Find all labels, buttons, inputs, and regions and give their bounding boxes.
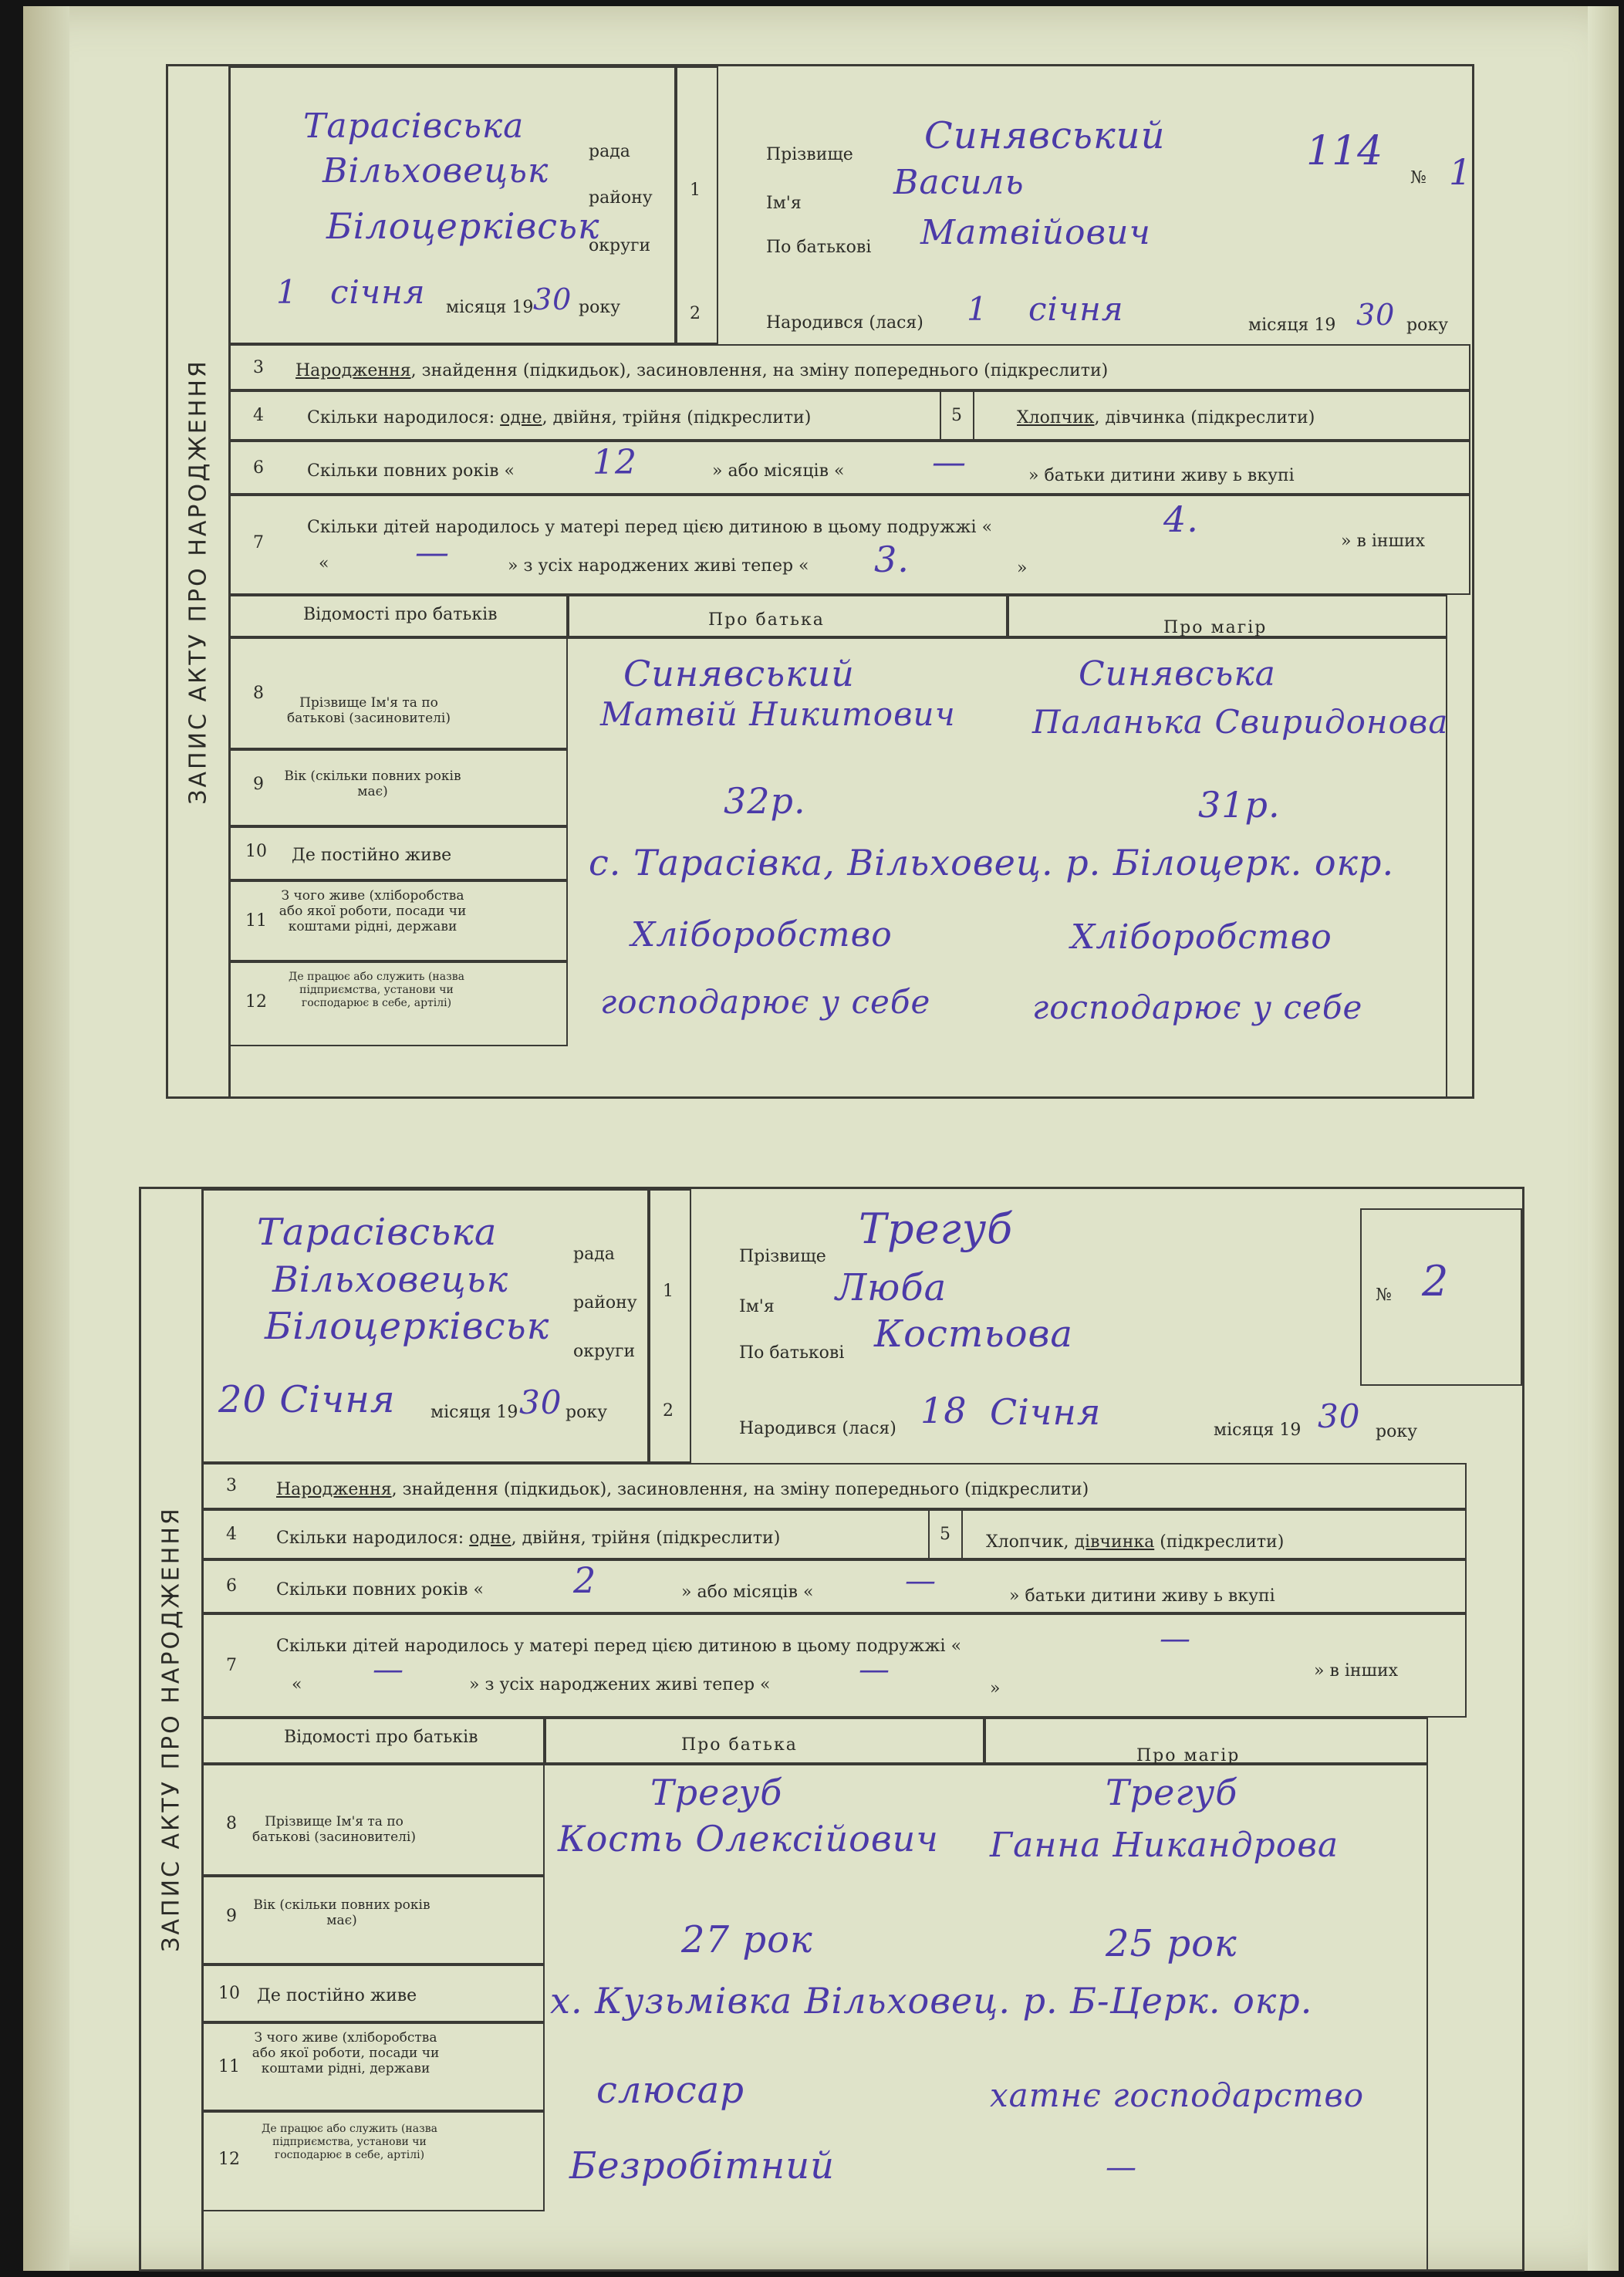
residence: х. Кузьмівка Вільховец. р. Б-Церк. окр. bbox=[550, 1980, 1313, 2022]
years-together: 12 bbox=[593, 443, 637, 482]
side-title: ЗАПИС АКТУ ПРО НАРОДЖЕННЯ bbox=[141, 1189, 204, 2269]
birth-month: Січня bbox=[990, 1391, 1102, 1433]
children-other: — bbox=[415, 533, 450, 573]
birth-year-label: місяця 19 bbox=[1214, 1421, 1302, 1440]
children-before: — bbox=[1160, 1621, 1191, 1657]
birth-record-2: ЗАПИС АКТУ ПРО НАРОДЖЕННЯ Тарасівська рада Вільховецьк району Білоцерківськ округи 20 Січня місяця 19 30 року 1 2 Прізвище Трегуб Ім'я Люба По батькові Костьова № 2 Народився (лася) 18 Січня місяця 19 30 року 3 Народження, знайдення (підкидьок), засиновлення, на зміну попереднього (підкреслити) 4 Скільки народилося: одне, двійня, трійня (підкреслити) 5 Хлопчик, дівчинка (підкреслити) 6 Скільки повних років « 2 » або місяців « — » батьки дитини живу ь вкупі 7 Скільки дітей народилось у матері перед цією дитиною в цьому подружжі « — » в інших « — » з усіх народжених живі тепер « — » Відомості про батьків Про батька Про магір 8 Прізвище Ім'я та по батькові (засиновителі) Трегуб Кость Олексійович Трегуб Ганна Никандрова 9 Вік (скільки повних років має) 27 рок 25 рок 10 Де постійно живе х. Кузьмівка Вільховец. р. Б-Церк. окр. 11 З чого живе (хліборобства або якої роботи, посади чи коштами рідні, держави слюсар хатнє господарство 12 Де працює або служить (назва підприємства, установи чи господарює в себе, артілі) Безробітний — bbox=[139, 1187, 1524, 2272]
mother-age: 25 рок bbox=[1106, 1922, 1237, 1965]
reg-day: 1 bbox=[276, 273, 298, 311]
number-col bbox=[676, 66, 718, 344]
mother-occupation: Хліборобство bbox=[1071, 917, 1332, 957]
r10-label: Де постійно живе bbox=[292, 846, 452, 865]
rayon-label: району bbox=[573, 1293, 637, 1312]
r11-label: З чого живе (хліборобства або якої роботи, посади чи коштами рідні, держави bbox=[252, 2030, 440, 2076]
mother-surname: Синявська bbox=[1079, 654, 1276, 694]
child-name: Василь bbox=[893, 163, 1025, 202]
father-surname: Синявський bbox=[623, 653, 855, 694]
r9-label: Вік (скільки повних років має) bbox=[253, 1897, 430, 1928]
father-surname: Трегуб bbox=[650, 1772, 783, 1813]
mother-age: 31р. bbox=[1198, 784, 1281, 826]
mother-surname: Трегуб bbox=[1106, 1772, 1238, 1813]
father-header: Про батька bbox=[708, 610, 825, 630]
roku-label: року bbox=[566, 1403, 608, 1422]
row3-label: Народження bbox=[295, 361, 411, 380]
birth-day: 18 bbox=[920, 1390, 967, 1431]
act-number: 2 bbox=[1422, 1257, 1450, 1306]
child-patronymic: Костьова bbox=[874, 1312, 1074, 1356]
rayon-value: Вільховецьк bbox=[322, 151, 549, 191]
birth-year: 30 bbox=[1318, 1397, 1361, 1435]
reg-year-label: місяця 19 bbox=[430, 1403, 518, 1422]
residence: с. Тарасівка, Вільховец. р. Білоцерк. окр. bbox=[589, 842, 1395, 883]
child-name: Люба bbox=[836, 1266, 947, 1309]
child-surname: Синявський bbox=[924, 114, 1166, 157]
mother-name: Ганна Никандрова bbox=[990, 1826, 1339, 1865]
parents-header: Відомості про батьків bbox=[303, 605, 498, 624]
page-edge bbox=[23, 6, 69, 2271]
single-birth: одне bbox=[469, 1529, 512, 1548]
document-page bbox=[23, 6, 1619, 2271]
father-name: Кость Олексійович bbox=[558, 1818, 939, 1860]
patronymic-label: По батькові bbox=[739, 1343, 845, 1363]
roku-label: року bbox=[1376, 1422, 1418, 1441]
rada-value: Тарасівська bbox=[257, 1211, 498, 1254]
page-edge bbox=[1588, 6, 1619, 2271]
reg-year-label: місяця 19 bbox=[446, 298, 534, 317]
patronymic-label: По батькові bbox=[766, 238, 872, 257]
rayon-label: району bbox=[589, 188, 653, 208]
mother-work: — bbox=[1106, 2150, 1137, 2185]
r12-label: Де працює або служить (назва підприємства, установи чи господарює в себе, артілі) bbox=[262, 2123, 437, 2161]
alive-now: — bbox=[859, 1652, 890, 1687]
roku-label: року bbox=[1406, 316, 1449, 335]
birth-month: січня bbox=[1028, 290, 1124, 328]
r8-label: Прізвище Ім'я та по батькові (засиновителі) bbox=[287, 695, 451, 726]
father-work: господарює у себе bbox=[600, 983, 931, 1021]
years-together: 2 bbox=[573, 1559, 597, 1601]
surname-label: Прізвище bbox=[766, 145, 853, 164]
child-surname: Трегуб bbox=[859, 1204, 1014, 1253]
surname-label: Прізвище bbox=[739, 1247, 826, 1266]
parents-header: Відомості про батьків bbox=[284, 1728, 478, 1747]
rada-label: рада bbox=[573, 1245, 615, 1264]
father-name: Матвій Никитович bbox=[600, 695, 956, 733]
r11-label: З чого живе (хліборобства або якої роботи, посади чи коштами рідні, держави bbox=[279, 888, 467, 934]
father-work: Безробітний bbox=[569, 2144, 836, 2187]
child-patronymic: Матвійович bbox=[920, 213, 1151, 252]
okruga-label: округи bbox=[589, 236, 651, 255]
name-label: Ім'я bbox=[739, 1297, 775, 1316]
act-no-label: № bbox=[1376, 1285, 1392, 1305]
okruga-value: Білоцерківськ bbox=[326, 205, 600, 247]
rada-label: рада bbox=[589, 142, 630, 161]
birth-year-label: місяця 19 bbox=[1248, 316, 1336, 335]
mother-name: Паланька Свиридонова bbox=[1032, 703, 1449, 741]
single-birth: одне bbox=[500, 408, 542, 427]
birth-year: 30 bbox=[1356, 298, 1396, 332]
mother-header: Про магір bbox=[1136, 1746, 1241, 1765]
r12-label: Де працює або служить (назва підприємства, установи чи господарює в себе, артілі) bbox=[289, 971, 464, 1009]
father-occupation: Хліборобство bbox=[631, 915, 893, 954]
rayon-value: Вільховецьк bbox=[272, 1258, 509, 1300]
side-title: ЗАПИС АКТУ ПРО НАРОДЖЕННЯ bbox=[168, 66, 231, 1096]
birth-record-1: ЗАПИС АКТУ ПРО НАРОДЖЕННЯ Тарасівська рада Вільховецьк району Білоцерківськ округи 1 січня місяця 19 30 року 1 2 Прізвище Синявський Ім'я Василь По батькові Матвійович 114 № 1 Народився (лася) 1 січня місяця 19 30 року 3 Народження, знайдення (підкидьок), засиновлення, на зміну попереднього (підкреслити) 4 Скільки народилося: одне, двійня, трійня (підкреслити) 5 Хлопчик, дівчинка (підкреслити) 6 Скільки повних років « 12 » або місяців « — » батьки дитини живу ь вкупі 7 Скільки дітей народилось у матері перед цією дитиною в цьому подружжі « 4. » в інших « — » з усіх народжених живі тепер « 3. » Відомості про батьків Про батька Про магір 8 Прізвище Ім'я та по батькові (засиновителі) Синявський Матвій Никитович Синявська Паланька Свиридонова 9 Вік (скільки повних років має) 32р. 31р. 10 Де постійно живе с. Тарасівка, Вільховец. р. Білоцерк. окр. 11 З чого живе (хліборобства або якої роботи, посади чи коштами рідні, держави Хліборобство Хліборобство 12 Де працює або служить (назва підприємства, установи чи господарює в себе, артілі) господарює у себе господарює у себе bbox=[166, 64, 1474, 1099]
mother-occupation: хатнє господарство bbox=[990, 2076, 1365, 2114]
r8-label: Прізвище Ім'я та по батькові (засиновителі) bbox=[252, 1814, 416, 1845]
birth-day: 1 bbox=[967, 290, 988, 328]
father-age: 32р. bbox=[724, 780, 806, 822]
born-label: Народився (лася) bbox=[739, 1419, 896, 1438]
boy-selected: Хлопчик bbox=[1017, 408, 1095, 427]
children-other: — bbox=[373, 1652, 404, 1687]
okruga-label: округи bbox=[573, 1342, 636, 1361]
months-together: — bbox=[905, 1563, 937, 1599]
mother-work: господарює у себе bbox=[1032, 988, 1363, 1026]
months-together: — bbox=[932, 443, 967, 482]
reg-year: 30 bbox=[519, 1383, 562, 1421]
reg-month: січня bbox=[330, 273, 426, 311]
father-occupation: слюсар bbox=[596, 2069, 744, 2112]
reg-date: 20 Січня bbox=[218, 1378, 396, 1421]
born-label: Народився (лася) bbox=[766, 313, 923, 333]
rada-value: Тарасівська bbox=[303, 106, 525, 146]
r9-label: Вік (скільки повних років має) bbox=[284, 769, 461, 799]
mother-header: Про магір bbox=[1163, 618, 1268, 637]
name-label: Ім'я bbox=[766, 194, 802, 213]
girl-selected: дівчинка bbox=[1074, 1532, 1155, 1552]
father-header: Про батька bbox=[681, 1735, 798, 1755]
alive-now: 3. bbox=[874, 539, 910, 580]
row3-label: Народження bbox=[276, 1480, 392, 1499]
r10-label: Де постійно живе bbox=[257, 1986, 417, 2005]
act-number: 1 bbox=[1449, 151, 1473, 193]
okruga-value: Білоцерківськ bbox=[265, 1305, 550, 1348]
father-age: 27 рок bbox=[681, 1918, 813, 1961]
act-no-label: № bbox=[1410, 168, 1426, 187]
roku-label: року bbox=[579, 298, 621, 317]
archive-number: 114 bbox=[1306, 128, 1383, 174]
reg-year: 30 bbox=[533, 282, 572, 316]
children-before: 4. bbox=[1163, 498, 1199, 540]
